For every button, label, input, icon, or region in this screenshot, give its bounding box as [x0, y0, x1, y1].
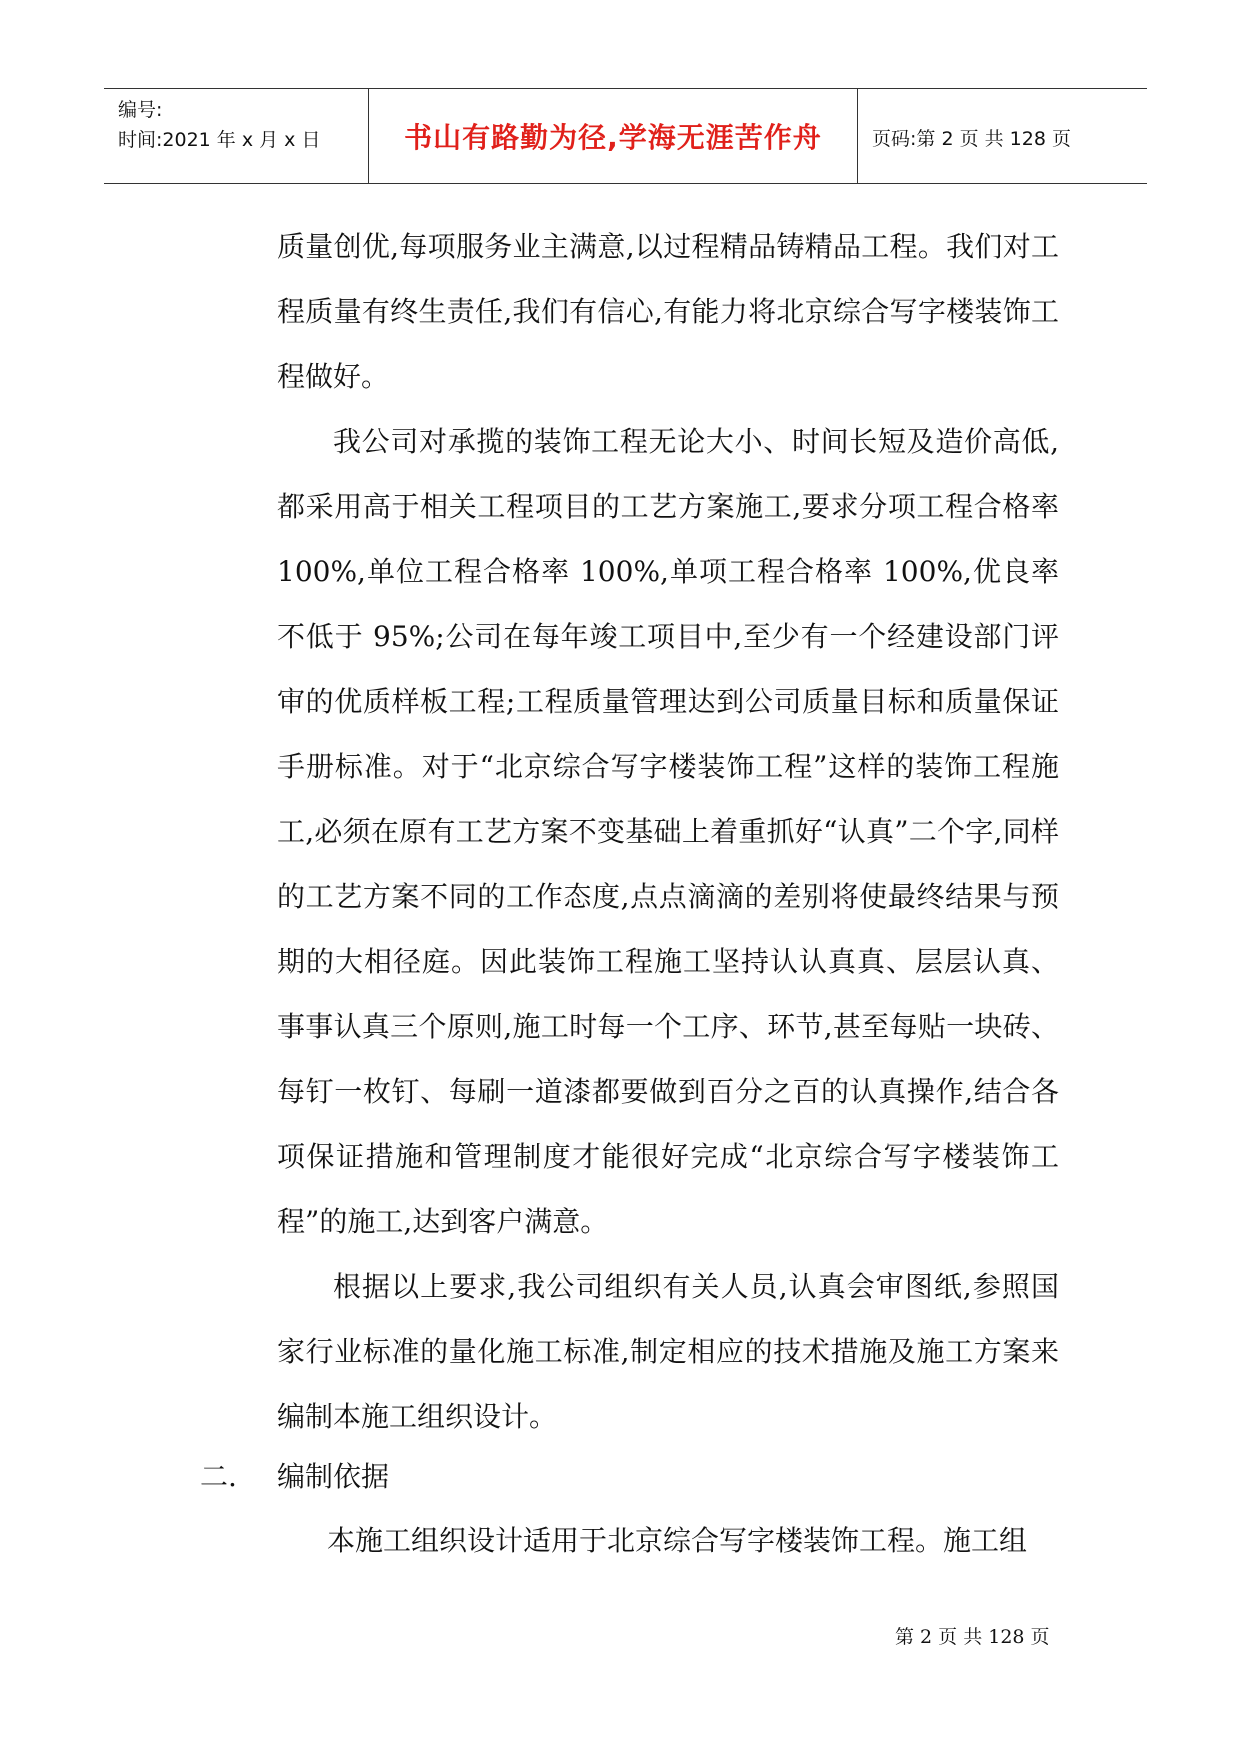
header-page-cell — [858, 89, 1147, 183]
motto-text: 书山有路勤为径,学海无涯苦作舟 — [404, 121, 822, 154]
page-header — [104, 88, 1147, 184]
document-time-label: 时间:2021 年 x 月 x 日 — [118, 129, 321, 151]
section-heading — [200, 1444, 389, 1509]
paragraph-4: 本施工组织设计适用于北京综合写字楼装饰工程。施工组 — [327, 1524, 1028, 1557]
page-footer: 第 2 页 共 128 页 — [895, 1626, 1050, 1648]
header-page-number: 页码:第 2 页 共 128 页 — [872, 128, 1071, 150]
section-title: 编制依据 — [277, 1460, 390, 1493]
header-motto-cell — [368, 89, 858, 183]
paragraph-2: 我公司对承揽的装饰工程无论大小、时间长短及造价高低,都采用高于相关工程项目的工艺方案施工,要求分项工程合格率 100%,单位工程合格率 100%,单项工程合格率 100%,优良率不低于 95%;公司在每年竣工项目中,至少有一个经建设部门评审的优质样板工程;工程质量管理达到公司质量目标和质量保证手册标准。对于“北京综合写字楼装饰工程”这样的装饰工程施工,必须在原有工艺方案不变基础上着重抓好“认真”二个字,同样的工艺方案不同的工作态度,点点滴滴的差别将使最终结果与预期的大相径庭。因此装饰工程施工坚持认认真真、层层认真、事事认真三个原则,施工时每一个工序、环节,甚至每贴一块砖、每钉一枚钉、每刷一道漆都要做到百分之百的认真操作,结合各项保证措施和管理制度才能很好完成“北京综合写字楼装饰工程”的施工,达到客户满意。 — [277, 425, 1059, 1238]
section-number: 二. — [200, 1460, 237, 1493]
document-number-label: 编号: — [118, 99, 163, 121]
body-text — [277, 214, 1059, 1449]
header-left-cell — [104, 89, 368, 183]
paragraph-1: 质量创优,每项服务业主满意,以过程精品铸精品工程。我们对工程质量有终生责任,我们有信心,有能力将北京综合写字楼装饰工程做好。 — [277, 230, 1059, 393]
paragraph-3: 根据以上要求,我公司组织有关人员,认真会审图纸,参照国家行业标准的量化施工标准,制定相应的技术措施及施工方案来编制本施工组织设计。 — [277, 1270, 1059, 1433]
